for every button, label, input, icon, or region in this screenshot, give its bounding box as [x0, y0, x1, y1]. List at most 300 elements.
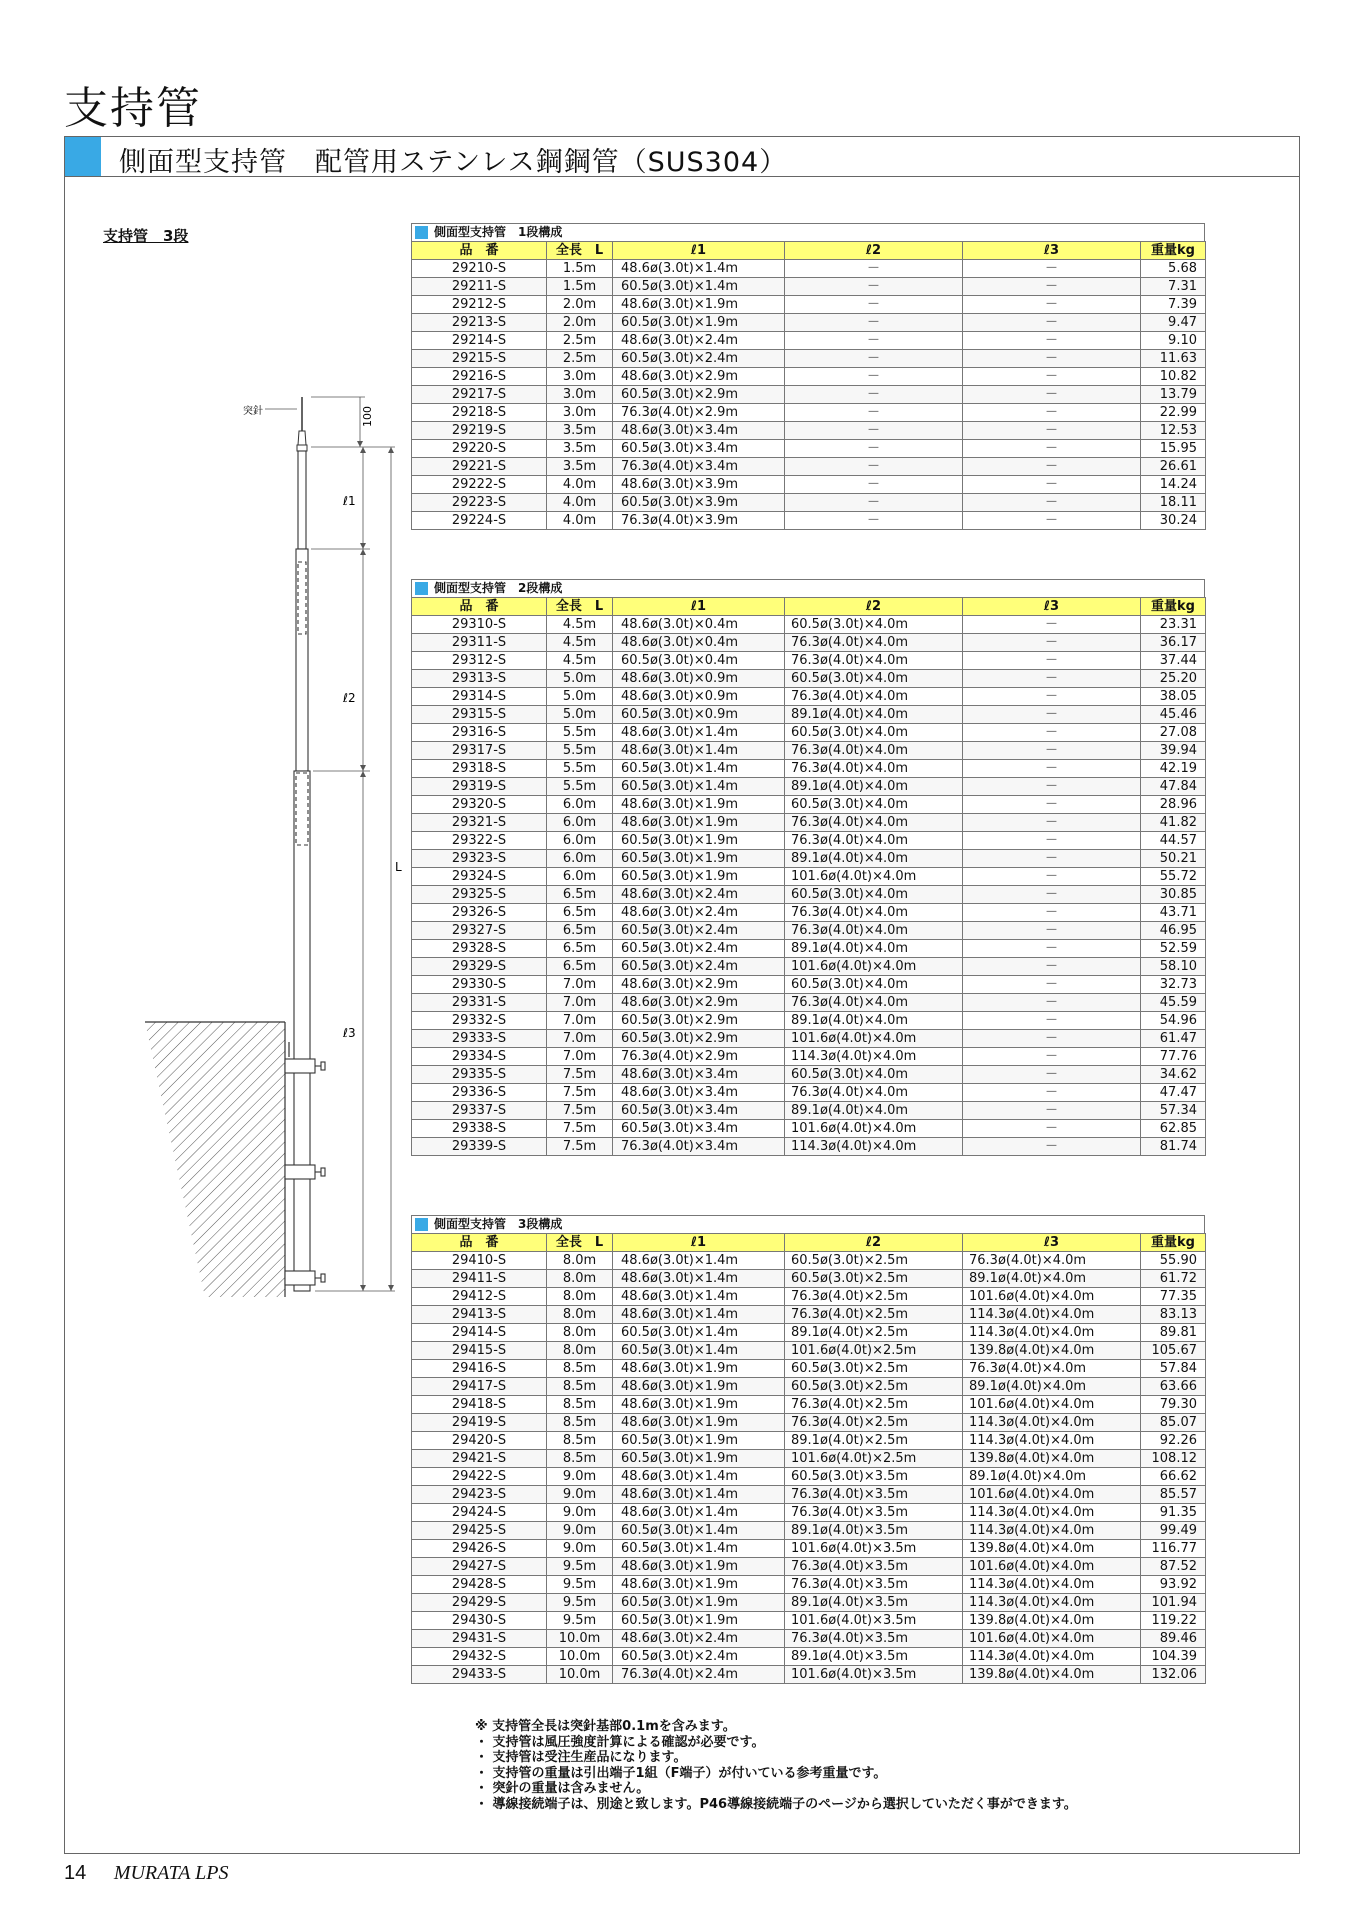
spec-table: [411, 1233, 1206, 1684]
section-l3-cell: －: [963, 1138, 1141, 1156]
weight-cell: 54.96: [1141, 1012, 1206, 1030]
product-code-cell: 29220-S: [412, 440, 547, 458]
weight-cell: 85.07: [1141, 1414, 1206, 1432]
section-l3-cell: 139.8ø(4.0t)×4.0m: [963, 1612, 1141, 1630]
total-length-cell: 1.5m: [547, 278, 613, 296]
section-l2-cell: －: [785, 458, 963, 476]
section-l2-cell: 76.3ø(4.0t)×4.0m: [785, 832, 963, 850]
note-line: ・ 突針の重量は含みません。: [475, 1781, 650, 1796]
section-l2-cell: 101.6ø(4.0t)×2.5m: [785, 1450, 963, 1468]
weight-cell: 55.72: [1141, 868, 1206, 886]
total-length-cell: 6.5m: [547, 940, 613, 958]
weight-cell: 38.05: [1141, 688, 1206, 706]
section-l3-cell: 114.3ø(4.0t)×4.0m: [963, 1414, 1141, 1432]
product-code-cell: 29216-S: [412, 368, 547, 386]
section-l2-cell: －: [785, 386, 963, 404]
table-row: [412, 616, 1206, 634]
table-caption: [411, 223, 1205, 241]
section-l3-cell: 101.6ø(4.0t)×4.0m: [963, 1630, 1141, 1648]
spec-table-3: [411, 1215, 1205, 1684]
column-header-length: 全長 L: [547, 598, 613, 616]
product-code-cell: 29416-S: [412, 1360, 547, 1378]
section-l1-cell: 48.6ø(3.0t)×1.9m: [613, 814, 785, 832]
section-l3-cell: －: [963, 1084, 1141, 1102]
section-l3-cell: －: [963, 814, 1141, 832]
weight-cell: 62.85: [1141, 1120, 1206, 1138]
weight-cell: 79.30: [1141, 1396, 1206, 1414]
table-row: [412, 1486, 1206, 1504]
spec-table: [411, 241, 1206, 530]
total-length-cell: 9.0m: [547, 1540, 613, 1558]
weight-cell: 43.71: [1141, 904, 1206, 922]
section-l1-cell: 60.5ø(3.0t)×1.4m: [613, 1540, 785, 1558]
product-code-cell: 29318-S: [412, 760, 547, 778]
product-code-cell: 29431-S: [412, 1630, 547, 1648]
table-row: [412, 1306, 1206, 1324]
table-row: [412, 1612, 1206, 1630]
table-row: [412, 1102, 1206, 1120]
section-l2-cell: －: [785, 422, 963, 440]
product-code-cell: 29338-S: [412, 1120, 547, 1138]
section-l3-cell: 114.3ø(4.0t)×4.0m: [963, 1594, 1141, 1612]
product-code-cell: 29315-S: [412, 706, 547, 724]
section-l1-cell: 60.5ø(3.0t)×1.4m: [613, 778, 785, 796]
section-l2-cell: 101.6ø(4.0t)×3.5m: [785, 1612, 963, 1630]
table-row: [412, 670, 1206, 688]
section-l2-cell: 89.1ø(4.0t)×4.0m: [785, 706, 963, 724]
total-length-cell: 6.0m: [547, 868, 613, 886]
table-row: [412, 1066, 1206, 1084]
section-l3-cell: －: [963, 260, 1141, 278]
weight-cell: 36.17: [1141, 634, 1206, 652]
section-l1-cell: 76.3ø(4.0t)×2.4m: [613, 1666, 785, 1684]
spec-table-2: [411, 579, 1205, 1156]
section-l3-cell: 139.8ø(4.0t)×4.0m: [963, 1450, 1141, 1468]
section-l1-cell: 60.5ø(3.0t)×1.4m: [613, 278, 785, 296]
section-l2-cell: 60.5ø(3.0t)×3.5m: [785, 1468, 963, 1486]
total-length-cell: 4.0m: [547, 476, 613, 494]
product-code-cell: 29224-S: [412, 512, 547, 530]
total-length-cell: 7.5m: [547, 1084, 613, 1102]
section-l2-cell: 76.3ø(4.0t)×4.0m: [785, 994, 963, 1012]
section-l3-cell: －: [963, 994, 1141, 1012]
section-l1-cell: 48.6ø(3.0t)×1.4m: [613, 1486, 785, 1504]
figure-label-l1: ℓ1: [343, 494, 356, 508]
total-length-cell: 8.5m: [547, 1414, 613, 1432]
section-l3-cell: 76.3ø(4.0t)×4.0m: [963, 1252, 1141, 1270]
product-code-cell: 29418-S: [412, 1396, 547, 1414]
weight-cell: 63.66: [1141, 1378, 1206, 1396]
table-row: [412, 458, 1206, 476]
section-l3-cell: 101.6ø(4.0t)×4.0m: [963, 1558, 1141, 1576]
product-code-cell: 29214-S: [412, 332, 547, 350]
section-l1-cell: 76.3ø(4.0t)×2.9m: [613, 1048, 785, 1066]
weight-cell: 99.49: [1141, 1522, 1206, 1540]
table-row: [412, 1450, 1206, 1468]
total-length-cell: 3.0m: [547, 404, 613, 422]
product-code-cell: 29323-S: [412, 850, 547, 868]
caption-marker: [415, 582, 428, 595]
total-length-cell: 1.5m: [547, 260, 613, 278]
weight-cell: 77.76: [1141, 1048, 1206, 1066]
weight-cell: 26.61: [1141, 458, 1206, 476]
total-length-cell: 6.5m: [547, 904, 613, 922]
weight-cell: 47.47: [1141, 1084, 1206, 1102]
section-l3-cell: －: [963, 1066, 1141, 1084]
section-l3-cell: －: [963, 796, 1141, 814]
section-l2-cell: 101.6ø(4.0t)×2.5m: [785, 1342, 963, 1360]
weight-cell: 45.46: [1141, 706, 1206, 724]
column-header-code: 品 番: [412, 598, 547, 616]
total-length-cell: 5.5m: [547, 760, 613, 778]
section-l2-cell: 101.6ø(4.0t)×3.5m: [785, 1540, 963, 1558]
total-length-cell: 8.5m: [547, 1396, 613, 1414]
section-l3-cell: －: [963, 1102, 1141, 1120]
weight-cell: 119.22: [1141, 1612, 1206, 1630]
section-l2-cell: 76.3ø(4.0t)×2.5m: [785, 1306, 963, 1324]
product-code-cell: 29334-S: [412, 1048, 547, 1066]
product-code-cell: 29415-S: [412, 1342, 547, 1360]
section-l1-cell: 48.6ø(3.0t)×1.4m: [613, 1504, 785, 1522]
section-l1-cell: 48.6ø(3.0t)×2.4m: [613, 332, 785, 350]
table-row: [412, 1468, 1206, 1486]
total-length-cell: 5.5m: [547, 778, 613, 796]
table-row: [412, 476, 1206, 494]
section-l2-cell: 76.3ø(4.0t)×2.5m: [785, 1396, 963, 1414]
section-l2-cell: 76.3ø(4.0t)×4.0m: [785, 1084, 963, 1102]
product-code-cell: 29329-S: [412, 958, 547, 976]
total-length-cell: 8.5m: [547, 1360, 613, 1378]
product-code-cell: 29316-S: [412, 724, 547, 742]
section-l3-cell: －: [963, 1012, 1141, 1030]
weight-cell: 50.21: [1141, 850, 1206, 868]
total-length-cell: 8.0m: [547, 1324, 613, 1342]
section-l3-cell: －: [963, 616, 1141, 634]
table-row: [412, 1594, 1206, 1612]
section-l2-cell: 101.6ø(4.0t)×4.0m: [785, 1030, 963, 1048]
column-header-l1: ℓ1: [613, 1234, 785, 1252]
section-l2-cell: －: [785, 368, 963, 386]
note-line: ※ 支持管全長は突針基部0.1mを含みます。: [475, 1719, 736, 1734]
product-code-cell: 29410-S: [412, 1252, 547, 1270]
section-l2-cell: 60.5ø(3.0t)×2.5m: [785, 1360, 963, 1378]
section-l1-cell: 60.5ø(3.0t)×1.9m: [613, 1450, 785, 1468]
section-l3-cell: －: [963, 476, 1141, 494]
weight-cell: 34.62: [1141, 1066, 1206, 1084]
section-l1-cell: 48.6ø(3.0t)×0.4m: [613, 634, 785, 652]
section-l3-cell: －: [963, 278, 1141, 296]
section-l3-cell: 139.8ø(4.0t)×4.0m: [963, 1540, 1141, 1558]
table-row: [412, 386, 1206, 404]
table-header-row: [412, 242, 1206, 260]
total-length-cell: 8.0m: [547, 1306, 613, 1324]
section-l2-cell: 60.5ø(3.0t)×4.0m: [785, 1066, 963, 1084]
product-code-cell: 29319-S: [412, 778, 547, 796]
section-l1-cell: 60.5ø(3.0t)×1.9m: [613, 868, 785, 886]
section-l3-cell: －: [963, 404, 1141, 422]
section-l1-cell: 48.6ø(3.0t)×2.9m: [613, 368, 785, 386]
section-l1-cell: 48.6ø(3.0t)×0.9m: [613, 670, 785, 688]
section-header: [65, 137, 1299, 177]
table-row: [412, 1048, 1206, 1066]
product-code-cell: 29412-S: [412, 1288, 547, 1306]
table-row: [412, 724, 1206, 742]
product-code-cell: 29215-S: [412, 350, 547, 368]
table-row: [412, 1252, 1206, 1270]
product-code-cell: 29314-S: [412, 688, 547, 706]
table-row: [412, 1030, 1206, 1048]
total-length-cell: 6.5m: [547, 958, 613, 976]
section-l2-cell: －: [785, 260, 963, 278]
section-l2-cell: 76.3ø(4.0t)×4.0m: [785, 688, 963, 706]
section-l3-cell: －: [963, 760, 1141, 778]
section-l2-cell: 89.1ø(4.0t)×4.0m: [785, 778, 963, 796]
section-l3-cell: －: [963, 1048, 1141, 1066]
weight-cell: 42.19: [1141, 760, 1206, 778]
note-line: ・ 支持管は風圧強度計算による確認が必要です。: [475, 1734, 765, 1750]
table-row: [412, 652, 1206, 670]
figure-label-tip: 突針: [243, 406, 263, 417]
section-l1-cell: 60.5ø(3.0t)×3.4m: [613, 1120, 785, 1138]
product-code-cell: 29424-S: [412, 1504, 547, 1522]
column-header-l3: ℓ3: [963, 598, 1141, 616]
table-row: [412, 1360, 1206, 1378]
total-length-cell: 6.0m: [547, 814, 613, 832]
table-row: [412, 1522, 1206, 1540]
section-l1-cell: 48.6ø(3.0t)×2.4m: [613, 904, 785, 922]
weight-cell: 85.57: [1141, 1486, 1206, 1504]
section-l1-cell: 60.5ø(3.0t)×0.9m: [613, 706, 785, 724]
weight-cell: 46.95: [1141, 922, 1206, 940]
total-length-cell: 9.5m: [547, 1558, 613, 1576]
section-l2-cell: 89.1ø(4.0t)×3.5m: [785, 1522, 963, 1540]
section-l1-cell: 48.6ø(3.0t)×3.4m: [613, 422, 785, 440]
section-l2-cell: －: [785, 314, 963, 332]
total-length-cell: 9.5m: [547, 1612, 613, 1630]
section-l3-cell: －: [963, 368, 1141, 386]
note-line: ・ 導線接続端子は、別途と致します。P46導線接続端子のページから選択していただく事ができます。: [475, 1796, 1077, 1812]
section-l1-cell: 60.5ø(3.0t)×1.9m: [613, 1612, 785, 1630]
total-length-cell: 7.0m: [547, 1048, 613, 1066]
section-l1-cell: 60.5ø(3.0t)×1.4m: [613, 760, 785, 778]
section-l2-cell: 89.1ø(4.0t)×4.0m: [785, 1012, 963, 1030]
section-l3-cell: －: [963, 634, 1141, 652]
weight-cell: 27.08: [1141, 724, 1206, 742]
total-length-cell: 3.0m: [547, 386, 613, 404]
weight-cell: 28.96: [1141, 796, 1206, 814]
caption-marker: [415, 226, 428, 239]
total-length-cell: 9.5m: [547, 1576, 613, 1594]
section-l3-cell: －: [963, 670, 1141, 688]
weight-cell: 55.90: [1141, 1252, 1206, 1270]
column-header-length: 全長 L: [547, 242, 613, 260]
total-length-cell: 10.0m: [547, 1666, 613, 1684]
section-l3-cell: －: [963, 652, 1141, 670]
weight-cell: 37.44: [1141, 652, 1206, 670]
weight-cell: 13.79: [1141, 386, 1206, 404]
product-code-cell: 29432-S: [412, 1648, 547, 1666]
section-l2-cell: 60.5ø(3.0t)×2.5m: [785, 1252, 963, 1270]
column-header-l2: ℓ2: [785, 598, 963, 616]
section-l3-cell: 139.8ø(4.0t)×4.0m: [963, 1342, 1141, 1360]
total-length-cell: 2.0m: [547, 296, 613, 314]
section-l2-cell: 89.1ø(4.0t)×2.5m: [785, 1324, 963, 1342]
product-code-cell: 29223-S: [412, 494, 547, 512]
section-l3-cell: －: [963, 296, 1141, 314]
column-header-l3: ℓ3: [963, 1234, 1141, 1252]
section-l1-cell: 60.5ø(3.0t)×1.9m: [613, 850, 785, 868]
section-l3-cell: －: [963, 706, 1141, 724]
section-l2-cell: 76.3ø(4.0t)×4.0m: [785, 634, 963, 652]
section-l2-cell: 89.1ø(4.0t)×4.0m: [785, 940, 963, 958]
product-code-cell: 29414-S: [412, 1324, 547, 1342]
total-length-cell: 10.0m: [547, 1648, 613, 1666]
product-code-cell: 29321-S: [412, 814, 547, 832]
table-row: [412, 1378, 1206, 1396]
page-number: 14: [64, 1862, 87, 1884]
section-l3-cell: 89.1ø(4.0t)×4.0m: [963, 1378, 1141, 1396]
weight-cell: 83.13: [1141, 1306, 1206, 1324]
product-code-cell: 29330-S: [412, 976, 547, 994]
figure-label-100: 100: [361, 406, 374, 427]
product-code-cell: 29333-S: [412, 1030, 547, 1048]
section-l3-cell: 76.3ø(4.0t)×4.0m: [963, 1360, 1141, 1378]
section-l2-cell: 89.1ø(4.0t)×3.5m: [785, 1648, 963, 1666]
section-l3-cell: －: [963, 868, 1141, 886]
total-length-cell: 6.0m: [547, 850, 613, 868]
column-header-l3: ℓ3: [963, 242, 1141, 260]
table-row: [412, 832, 1206, 850]
table-row: [412, 706, 1206, 724]
section-l2-cell: 60.5ø(3.0t)×4.0m: [785, 670, 963, 688]
product-code-cell: 29430-S: [412, 1612, 547, 1630]
weight-cell: 7.31: [1141, 278, 1206, 296]
total-length-cell: 5.0m: [547, 706, 613, 724]
air-terminal: [297, 397, 307, 451]
total-length-cell: 7.0m: [547, 1012, 613, 1030]
section-l2-cell: 89.1ø(4.0t)×4.0m: [785, 1102, 963, 1120]
table-row: [412, 260, 1206, 278]
section-l1-cell: 48.6ø(3.0t)×1.9m: [613, 1360, 785, 1378]
product-code-cell: 29331-S: [412, 994, 547, 1012]
weight-cell: 12.53: [1141, 422, 1206, 440]
table-row: [412, 688, 1206, 706]
section-l3-cell: －: [963, 742, 1141, 760]
section-l2-cell: －: [785, 512, 963, 530]
weight-cell: 5.68: [1141, 260, 1206, 278]
section-l3-cell: －: [963, 1030, 1141, 1048]
table-row: [412, 278, 1206, 296]
table-row: [412, 422, 1206, 440]
section-l3-cell: －: [963, 314, 1141, 332]
product-code-cell: 29310-S: [412, 616, 547, 634]
column-header-weight: 重量kg: [1141, 242, 1206, 260]
section-l1-cell: 60.5ø(3.0t)×2.4m: [613, 958, 785, 976]
section-l1-cell: 60.5ø(3.0t)×2.4m: [613, 922, 785, 940]
total-length-cell: 2.0m: [547, 314, 613, 332]
section-l1-cell: 60.5ø(3.0t)×1.4m: [613, 1522, 785, 1540]
weight-cell: 10.82: [1141, 368, 1206, 386]
section-l3-cell: 114.3ø(4.0t)×4.0m: [963, 1522, 1141, 1540]
section-l3-cell: －: [963, 724, 1141, 742]
weight-cell: 104.39: [1141, 1648, 1206, 1666]
section-l3-cell: －: [963, 350, 1141, 368]
table-row: [412, 1504, 1206, 1522]
weight-cell: 77.35: [1141, 1288, 1206, 1306]
product-code-cell: 29419-S: [412, 1414, 547, 1432]
weight-cell: 57.84: [1141, 1360, 1206, 1378]
weight-cell: 32.73: [1141, 976, 1206, 994]
weight-cell: 57.34: [1141, 1102, 1206, 1120]
weight-cell: 22.99: [1141, 404, 1206, 422]
total-length-cell: 2.5m: [547, 332, 613, 350]
section-l1-cell: 48.6ø(3.0t)×1.4m: [613, 1288, 785, 1306]
table-row: [412, 1576, 1206, 1594]
section-l3-cell: －: [963, 976, 1141, 994]
product-code-cell: 29328-S: [412, 940, 547, 958]
section-l2-cell: －: [785, 494, 963, 512]
weight-cell: 108.12: [1141, 1450, 1206, 1468]
column-header-l1: ℓ1: [613, 598, 785, 616]
weight-cell: 44.57: [1141, 832, 1206, 850]
section-title: 側面型支持管 配管用ステンレス鋼鋼管（SUS304）: [119, 147, 788, 178]
product-code-cell: 29221-S: [412, 458, 547, 476]
section-l1-cell: 48.6ø(3.0t)×0.4m: [613, 616, 785, 634]
table-header-row: [412, 598, 1206, 616]
table-row: [412, 1396, 1206, 1414]
section-l1-cell: 60.5ø(3.0t)×3.4m: [613, 1102, 785, 1120]
section-l2-cell: 89.1ø(4.0t)×4.0m: [785, 850, 963, 868]
total-length-cell: 8.0m: [547, 1270, 613, 1288]
section-l2-cell: －: [785, 476, 963, 494]
section-l3-cell: －: [963, 850, 1141, 868]
column-header-code: 品 番: [412, 242, 547, 260]
table-row: [412, 868, 1206, 886]
section-l3-cell: 101.6ø(4.0t)×4.0m: [963, 1396, 1141, 1414]
total-length-cell: 3.0m: [547, 368, 613, 386]
section-l1-cell: 48.6ø(3.0t)×1.4m: [613, 260, 785, 278]
section-l3-cell: －: [963, 458, 1141, 476]
section-l2-cell: －: [785, 404, 963, 422]
weight-cell: 14.24: [1141, 476, 1206, 494]
figure-label-l3: ℓ3: [343, 1026, 356, 1040]
section-l2-cell: 76.3ø(4.0t)×3.5m: [785, 1558, 963, 1576]
note-line: ・ 支持管は受注生産品になります。: [475, 1750, 687, 1765]
section-l1-cell: 60.5ø(3.0t)×2.4m: [613, 350, 785, 368]
product-code-cell: 29222-S: [412, 476, 547, 494]
table-row: [412, 760, 1206, 778]
product-code-cell: 29429-S: [412, 1594, 547, 1612]
table-row: [412, 1630, 1206, 1648]
product-code-cell: 29421-S: [412, 1450, 547, 1468]
section-l1-cell: 60.5ø(3.0t)×3.9m: [613, 494, 785, 512]
total-length-cell: 6.5m: [547, 922, 613, 940]
section-l2-cell: 76.3ø(4.0t)×2.5m: [785, 1414, 963, 1432]
table-row: [412, 314, 1206, 332]
table-row: [412, 494, 1206, 512]
table-row: [412, 1288, 1206, 1306]
table-row: [412, 404, 1206, 422]
weight-cell: 30.24: [1141, 512, 1206, 530]
product-code-cell: 29422-S: [412, 1468, 547, 1486]
total-length-cell: 7.0m: [547, 994, 613, 1012]
figure-label-L: L: [395, 860, 402, 874]
section-l1-cell: 48.6ø(3.0t)×2.9m: [613, 976, 785, 994]
section-l3-cell: －: [963, 904, 1141, 922]
product-code-cell: 29423-S: [412, 1486, 547, 1504]
table-caption-text: 側面型支持管 2段構成: [434, 581, 563, 595]
total-length-cell: 9.0m: [547, 1522, 613, 1540]
